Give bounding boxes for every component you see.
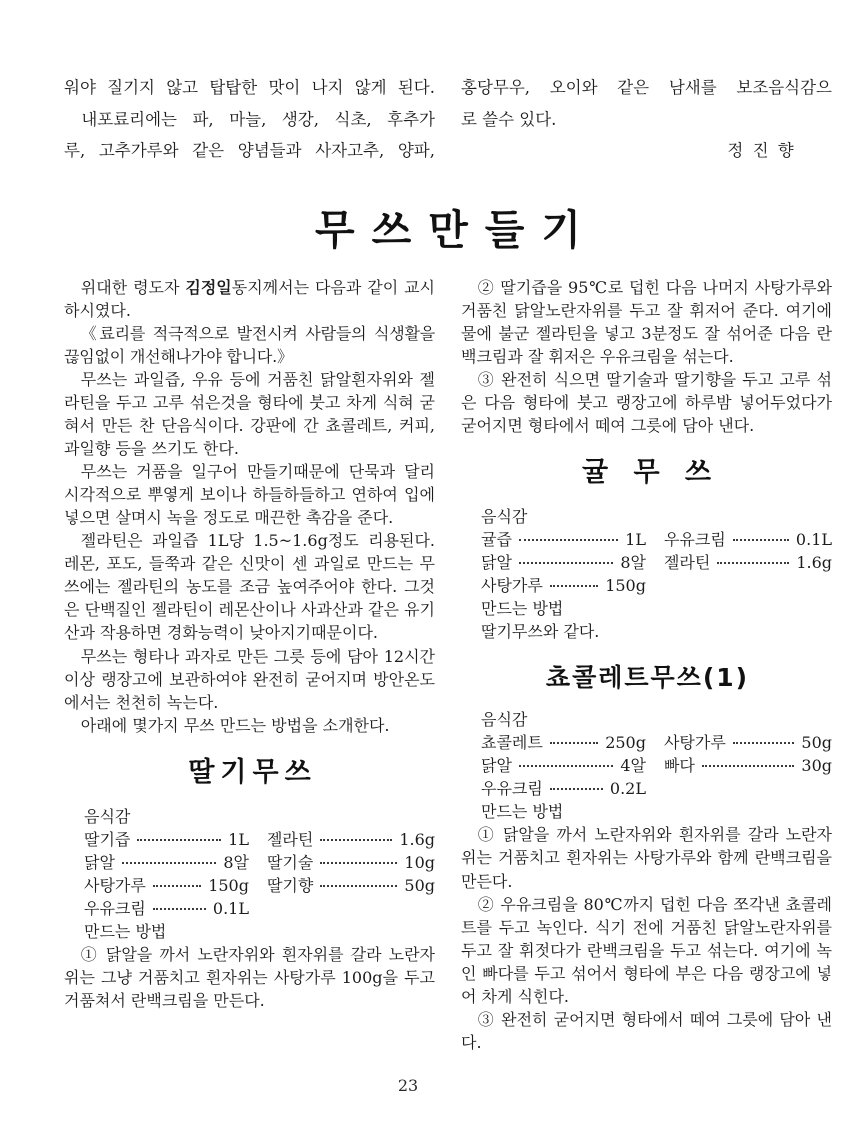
tangerine-mousse-ingredients [461, 505, 832, 643]
prev-article-text-line: 로 쓸수 있다. [461, 109, 557, 129]
ingredient-name: 우유크림 [84, 898, 146, 918]
ingredient-row [481, 551, 646, 574]
ingredient-amount: 1.6g [796, 553, 832, 573]
chocolate-mousse-ingredients [461, 708, 832, 823]
ingredient-name: 우유크림 [481, 779, 543, 799]
ingredient-amount: 8알 [223, 852, 249, 872]
intro-paragraph: 무쓰는 거품을 일구어 만들기때문에 단묵과 달리 시각적으로 뿌옇게 보이나 하들하들하고 연하여 입에 넣으면 살며시 녹을 정도로 매끈한 촉감을 준다. [64, 462, 435, 528]
dot-leader [550, 742, 598, 744]
method-step: ③ 완전히 식으면 딸기술과 딸기향을 두고 고루 섞은 다음 형타에 붓고 랭장고에 하루밤 넣어두었다가 굳어지면 형타에서 떼여 그릇에 담아 낸다. [461, 370, 832, 436]
ingredient-row [84, 851, 249, 874]
ingredients-label: 음식감 [481, 507, 528, 527]
ingredients-column-2 [664, 731, 832, 777]
dot-leader [320, 885, 397, 887]
dot-leader [153, 885, 201, 887]
method-label: 만드는 방법 [481, 802, 564, 822]
directive-quote: 《료리를 적극적으로 발전시켜 사람들의 식생활을 끊임없이 개선해나가야 합니다.》 [64, 324, 435, 367]
ingredients-column-1 [481, 528, 646, 597]
ingredient-name: 빠다 [663, 756, 695, 776]
ingredient-row [664, 551, 832, 574]
ingredient-row [84, 874, 249, 897]
method-step: ② 딸기즙을 95℃로 덥힌 다음 나머지 사탕가루와 거품친 닭알노란자위를 두고 잘 휘저어 준다. 여기에 물에 불군 젤라틴을 넣고 3분정도 잘 섞어준 다음 란백크림과 잘 휘저은 우유크림을 섞는다. [461, 278, 832, 367]
intro-paragraph: 젤라틴은 과일즙 1L당 1.5~1.6g정도 리용된다. 레몬, 포도, 들쭉과 같은 신맛이 센 과일로 만드는 무쓰에는 젤라틴의 농도를 조금 높여주어야 한다. 그것은 단백질인 젤라틴이 레몬산이나 사과산과 같은 유기산과 작용하면 경화능력이 낮아지기때문이다. [64, 531, 435, 643]
ingredients-column-1 [481, 731, 646, 800]
ingredient-amount: 10g [404, 852, 435, 872]
ingredient-name: 사탕가루 [84, 875, 146, 895]
prev-article-text-line: 워야 질기지 않고 탑탑한 맛이 나지 않게 된다. [64, 78, 435, 97]
ingredient-row [664, 754, 832, 777]
prev-article-text-line: 내포료리에는 파, 마늘, 생강, 식초, 후추가 [81, 109, 435, 129]
prev-article-left-column [64, 72, 435, 167]
ingredients-column-1 [84, 828, 249, 920]
ingredient-name: 닭알 [481, 553, 512, 573]
method-label: 만드는 방법 [481, 599, 564, 619]
ingredient-amount: 0.2L [609, 779, 646, 799]
ingredient-row [664, 731, 832, 754]
ingredient-row [481, 528, 646, 551]
ingredients-column-2 [267, 828, 435, 897]
leader-name: 김정일 [185, 278, 232, 298]
dot-leader [122, 862, 216, 864]
article-right-column [461, 276, 832, 1054]
recipe-title-strawberry-mousse: 딸기무쓰 [188, 756, 317, 788]
ingredient-amount: 4알 [620, 756, 646, 776]
previous-article-end [64, 72, 832, 167]
ingredient-name: 사탕가루 [663, 733, 726, 753]
prev-article-text-line: 홍당무우, 오이와 같은 남새를 보조음식감으 [461, 78, 832, 97]
directive-prefix: 위대한 령도자 [80, 278, 186, 298]
ingredient-name: 딸기향 [266, 875, 314, 895]
recipe-title-chocolate-mousse: 쵸콜레트무쓰(1) [545, 663, 750, 693]
ingredients-column-2 [664, 528, 832, 574]
ingredient-amount: 150g [605, 576, 646, 596]
dot-leader [320, 862, 397, 864]
ingredients-grid [481, 528, 832, 597]
intro-paragraph: 무쓰는 형타나 과자로 만든 그릇 등에 담아 12시간이상 랭장고에 보관하여야 완전히 굳어지며 방안온도에서는 천천히 녹는다. [64, 646, 435, 712]
ingredient-amount: 0.1L [795, 530, 832, 550]
ingredients-label: 음식감 [84, 806, 131, 826]
ingredient-amount: 30g [801, 756, 832, 776]
ingredient-amount: 1L [228, 829, 249, 849]
ingredient-name: 우유크림 [663, 530, 726, 550]
method-label: 만드는 방법 [84, 921, 167, 941]
dot-leader [717, 562, 789, 564]
article-title: 무쓰만들기 [314, 206, 599, 255]
ingredient-amount: 150g [208, 875, 249, 895]
page-number: 23 [397, 1076, 419, 1095]
ingredient-row [267, 828, 435, 851]
ingredient-name: 사탕가루 [481, 576, 543, 596]
ingredient-row [84, 828, 249, 851]
ingredient-amount: 1L [625, 530, 646, 550]
ingredient-name: 젤라틴 [663, 553, 711, 573]
intro-paragraph: 아래에 몇가지 무쓰 만드는 방법을 소개한다. [80, 715, 390, 735]
article-body-columns [64, 276, 832, 1054]
ingredient-amount: 1.6g [399, 829, 435, 849]
intro-paragraph: 무쓰는 과일즙, 우유 등에 거품친 닭알흰자위와 젤라틴을 두고 고루 섞은것을 형타에 붓고 차게 식혀 굳혀서 만든 찬 단음식이다. 강판에 간 쵸콜레트, 커피, 과일향 등을 쓰기도 한다. [64, 370, 435, 459]
ingredient-name: 딸기술 [266, 852, 314, 872]
ingredient-amount: 50g [404, 875, 435, 895]
ingredient-name: 젤라틴 [266, 829, 314, 849]
dot-leader [733, 539, 789, 541]
method-step: ③ 완전히 굳어지면 형타에서 떼여 그릇에 담아 낸다. [461, 1009, 832, 1052]
leader-directive-paragraph [64, 276, 435, 322]
ingredients-grid [84, 828, 435, 920]
prev-article-text-line: 루, 고추가루와 같은 양념들과 사자고추, 양파, [64, 141, 435, 161]
dot-leader [153, 908, 206, 910]
dot-leader [519, 765, 613, 767]
ingredient-amount: 8알 [620, 553, 646, 573]
ingredient-row [664, 528, 832, 551]
ingredient-amount: 250g [605, 733, 646, 753]
method-step: ② 우유크림을 80℃까지 덥힌 다음 쪼각낸 쵸콜레트를 두고 녹인다. 식기 전에 거품친 닭알노란자위를 두고 잘 휘젓다가 란백크림을 두고 섞는다. 여기에 녹인 빠다를 두고 섞어서 형타에 부은 다음 랭장고에 넣어 차게 식힌다. [461, 894, 832, 1006]
dot-leader [702, 765, 795, 767]
dot-leader [550, 585, 598, 587]
dot-leader [137, 839, 221, 841]
ingredient-row [481, 574, 646, 597]
ingredient-name: 쵸콜레트 [481, 733, 543, 753]
ingredient-row [84, 897, 249, 920]
ingredient-amount: 0.1L [212, 898, 249, 918]
dot-leader [519, 562, 613, 564]
method-step: ① 닭알을 까서 노란자위와 흰자위를 갈라 노란자위는 그냥 거품치고 흰자위는 사탕가루 100g을 두고 거품쳐서 란백크림을 만든다. [64, 944, 435, 1010]
ingredients-grid [481, 731, 832, 800]
ingredient-amount: 50g [801, 733, 832, 753]
ingredient-row [481, 731, 646, 754]
ingredient-row [267, 874, 435, 897]
recipe-title-tangerine-mousse: 귤 무 쓰 [581, 457, 720, 489]
ingredient-name: 닭알 [481, 756, 512, 776]
ingredient-row [267, 851, 435, 874]
ingredient-row [481, 754, 646, 777]
dot-leader [550, 788, 603, 790]
dot-leader [519, 539, 618, 541]
prev-article-author: 정 진 향 [727, 141, 796, 161]
dot-leader [320, 839, 392, 841]
ingredient-row [481, 777, 646, 800]
article-left-column [64, 276, 435, 1054]
ingredient-name: 귤즙 [481, 530, 512, 550]
method-step: ① 닭알을 까서 노란자위와 흰자위를 갈라 노란자위는 거품치고 흰자위는 사탕가루와 함께 란백크림을 만든다. [461, 825, 832, 891]
ingredient-name: 닭알 [84, 852, 115, 872]
prev-article-right-column [461, 72, 832, 167]
directive-suffix: 동지께서는 다음과 같이 교시하시였다. [64, 278, 435, 321]
ingredients-label: 음식감 [481, 710, 528, 730]
ingredient-name: 딸기즙 [84, 829, 131, 849]
strawberry-mousse-ingredients [64, 805, 435, 943]
method-note: 딸기무쓰와 같다. [481, 622, 600, 642]
dot-leader [733, 742, 795, 744]
